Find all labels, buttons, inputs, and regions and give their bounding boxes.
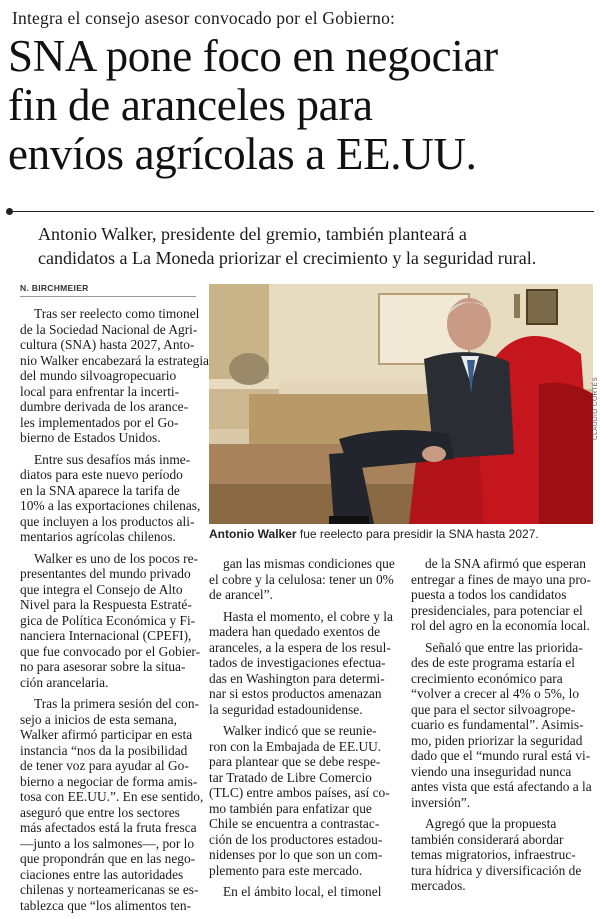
body-line: Walker indicó que se reunie- [223,723,377,738]
byline-rule [20,296,196,297]
body-paragraph [209,723,389,878]
body-line: que incluyen a los productos ali- [20,513,195,529]
body-line: temas migratorios, infraestruc- [411,847,576,862]
body-line: para plantear que se debe respe- [209,754,381,769]
body-line: tar Tratado de Libre Comercio [209,769,372,785]
body-line: ciaciones entre las autoridades [20,866,184,882]
body-line: Entre sus desafíos más inme- [34,451,191,467]
body-column-1 [20,306,210,919]
body-line: gan las mismas condiciones que [223,556,395,571]
headline-line: envíos agrícolas a EE.UU. [8,129,477,179]
photo [209,284,593,524]
body-paragraph [209,608,393,718]
body-column-3 [411,556,591,900]
body-line: diatos para este nuevo período [20,467,183,482]
body-line: en la SNA aparece la tarifa de [20,482,180,498]
body-line: nar si estos productos amenazan [209,686,382,701]
body-line: das en Washington para determi- [209,670,385,686]
deck-line: candidatos a La Moneda priorizar el crecimiento y la seguridad rural. [38,248,537,268]
body-line: rol del agro en la economía local. [411,618,590,633]
body-line: sejo a inicios de esta semana, [20,711,177,727]
body-line: ción de los productores estadou- [209,831,383,847]
body-line: no para asesorar sobre la situa- [20,659,186,674]
body-line: Hasta el momento, el cobre y la [223,608,393,624]
body-line: la seguridad estadounidense. [209,701,363,717]
body-line: des de este programa estaría el [411,655,575,670]
body-line: mentarios agrícolas chilenos. [20,529,176,544]
body-paragraph [20,696,204,913]
body-line: chilenas y norteamericanas se es- [20,882,199,897]
body-line: entregar a fines de mayo una pro- [411,571,591,587]
body-line: ción arancelaria. [20,674,109,690]
deck [38,222,596,270]
body-paragraph [209,556,395,603]
body-line: 10% a las exportaciones chilenas, [20,498,201,513]
body-line: dumbre derivada de los arance- [20,399,189,414]
body-line: cuario es fundamental”. Asimis- [411,717,584,732]
body-line: presidenciales, para potenciar el [411,602,583,618]
body-line: que para el sector silvoagrope- [411,701,576,717]
body-paragraph [209,884,389,900]
body-line: tura hídrica y diversificación de [411,862,582,878]
kicker: Integra el consejo asesor convocado por el Gobierno: [12,8,396,28]
body-line: nanciera Internacional (CPEFI), [20,628,192,643]
body-paragraph [411,640,591,811]
body-line: de la SNA afirmó que esperan [425,556,587,571]
body-line: gica de Política Económica y Fi- [20,612,196,628]
body-line: En el ámbito local, el timonel [223,884,382,899]
body-line: aranceles, a la espera de los resul- [209,639,391,655]
headline-line: fin de aranceles para [8,80,373,130]
body-line: ron con la Embajada de EE.UU. [209,738,382,754]
caption-name: Antonio Walker [209,527,297,541]
headline-line: SNA pone foco en negociar [8,31,498,81]
body-line: Walker es uno de los pocos re- [34,550,199,566]
photo-credit: CLAUDIO CORTÉS [592,376,599,440]
caption-text: fue reelecto para presidir la SNA hasta 2027. [296,527,539,541]
body-line: presentantes del mundo privado [20,566,191,581]
body-line: dado que el “mundo rural está vi- [411,748,591,763]
body-line: del mundo silvoagropecuario [20,368,177,383]
body-line: instancia “nos da la posibilidad [20,742,188,758]
body-line: viendo una inseguridad nunca [411,763,572,779]
body-line: bierno de Estados Unidos. [20,430,161,445]
body-line: tosa con EE.UU.”. En ese sentido, [20,789,204,804]
body-line: el cobre y la celulosa: tener un 0% [209,571,394,587]
body-line: de arancel”. [209,587,273,602]
body-line: antes vista que está afectando a la [411,779,592,794]
body-paragraph [411,556,591,634]
body-line: Nivel para la Respuesta Estraté- [20,597,192,612]
body-line: de la Sociedad Nacional de Agri- [20,321,198,337]
body-line: Chile se encuentra a contrastac- [209,816,380,831]
body-line: nidenses por lo que son un com- [209,847,383,862]
body-line: madera han quedado exentos de [209,624,381,639]
body-paragraph [411,816,591,894]
body-line: tados de investigaciones efectua- [209,655,386,670]
body-column-2 [209,556,395,906]
body-line: les implementados por el Go- [20,414,179,430]
body-line: también considerará abordar [411,831,564,847]
body-line: (TLC) entre ambos países, así co- [209,785,390,800]
deck-line: Antonio Walker, presidente del gremio, también planteará a [38,224,467,244]
body-line: puesta a todos los candidatos [411,587,567,602]
body-line: tablezca que “los alimentos ten- [20,897,192,913]
body-line: Señaló que entre las priorida- [425,639,583,655]
body-line: Tras la primera sesión del con- [34,696,199,711]
body-line: cultura (SNA) hasta 2027, Anto- [20,337,195,352]
body-line: que fue convocado por el Gobier- [20,643,201,659]
body-paragraph [20,452,200,545]
deck-rule [12,211,594,212]
body-line: aseguró que entre los sectores [20,804,180,820]
body-line: plemento para este mercado. [209,862,363,878]
headline [8,32,598,179]
body-line: Walker afirmó participar en esta [20,727,193,742]
body-line: bierno a negociar de forma amis- [20,773,198,789]
body-line: mercados. [411,878,466,893]
body-line: local para enfrentar la incerti- [20,383,180,399]
body-line: de tener voz para ayudar al Go- [20,758,189,773]
body-line: —junto a los salmones—, por lo [20,835,195,851]
body-line: que propondrán que en las nego- [20,851,196,866]
body-line: Tras ser reelecto como timonel [34,306,200,321]
byline: N. BIRCHMEIER [20,283,89,293]
body-line: más afectados está la fruta fresca [20,820,197,835]
body-line: que integra el Consejo de Alto [20,581,183,597]
body-line: mo, piden priorizar la seguridad [411,732,583,748]
photo-caption [209,527,593,541]
body-paragraph [20,306,210,446]
body-line: nio Walker encabezará la estrategia [20,352,210,368]
body-line: inversión”. [411,794,471,810]
body-line: “volver a crecer al 4% o 5%, lo [411,686,580,701]
body-line: crecimiento económico para [411,670,563,686]
body-line: Agregó que la propuesta [425,816,557,831]
body-line: mo también para enfatizar que [209,800,372,816]
body-paragraph [20,551,200,691]
